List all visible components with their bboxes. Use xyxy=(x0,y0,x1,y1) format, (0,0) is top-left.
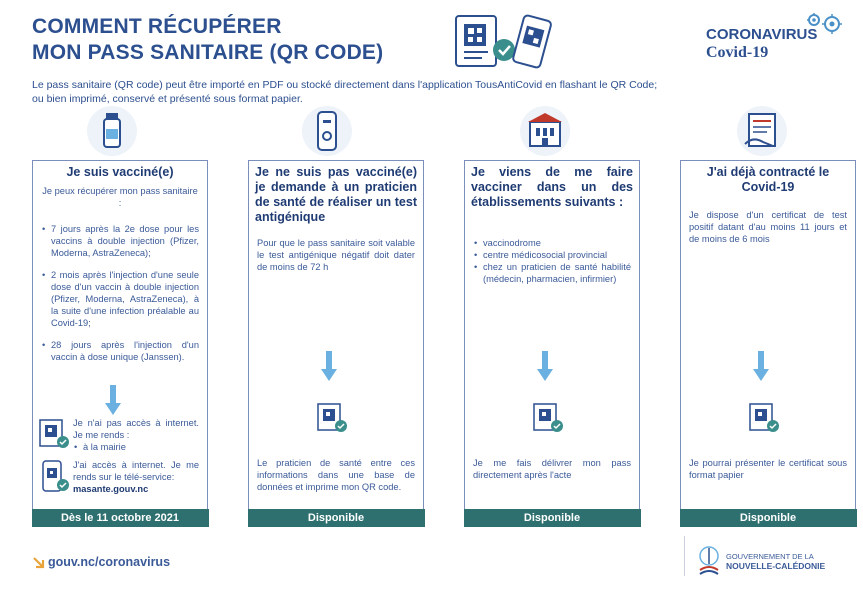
arrow-down-icon xyxy=(537,351,553,383)
list-item: • 2 mois après l'injection d'une seule dose d'un vaccin à double injection (Pfizer, Moderna, AstraZeneca), à la suite d'une infection préalable au Covid-19; xyxy=(51,269,199,329)
arrow-down-icon xyxy=(105,385,121,417)
qr-document-phone-icon xyxy=(452,12,562,72)
availability-badge: Dès le 11 octobre 2021 xyxy=(32,509,209,527)
government-logo xyxy=(688,540,838,580)
list-item: • chez un praticien de santé habilité (médecin, pharmacien, infirmier) xyxy=(483,261,631,285)
card-not-vaccinated xyxy=(248,160,424,526)
qr-phone-icon xyxy=(37,459,71,493)
qr-document-icon xyxy=(37,417,71,451)
brand-line-1: CORONAVIRUS xyxy=(706,26,818,43)
gov-line-1: GOUVERNEMENT DE LA xyxy=(726,552,814,561)
card-result: Je me fais délivrer mon pass directement après l'acte xyxy=(473,458,631,480)
availability-badge: Disponible xyxy=(680,509,857,527)
gov-line-2: NOUVELLE-CALÉDONIE xyxy=(726,561,826,571)
card-heading: Je ne suis pas vacciné(e) je demande à un praticien de santé de réaliser un test antigénique xyxy=(255,165,417,224)
card-text: Je dispose d'un certificat de test positif datant d'au moins 11 jours et de moins de 6 mois xyxy=(689,210,847,244)
intro-line-2: ou bien imprimé, conservé et présenté sous format papier. xyxy=(32,93,303,105)
list-item: • 7 jours après la 2e dose pour les vaccins à double injection (Pfizer, Moderna, AstraZeneca); xyxy=(51,223,199,259)
page-title xyxy=(32,14,383,66)
coronavirus-brand xyxy=(706,12,846,62)
card-just-vaccinated xyxy=(464,160,640,526)
option1-text: Je n'ai pas accès à internet. Je me rends : xyxy=(73,418,199,440)
card-result: Le praticien de santé entre ces informations dans une base de données et imprime mon QR code. xyxy=(257,458,415,492)
option-no-internet xyxy=(73,417,199,453)
arrow-down-icon xyxy=(321,351,337,383)
availability-badge: Disponible xyxy=(248,509,425,527)
card-heading: J'ai déjà contracté le Covid-19 xyxy=(706,165,830,194)
vaccine-vial-icon xyxy=(85,104,139,158)
card-heading: Je viens de me faire vacciner dans un des établissements suivants : xyxy=(471,165,633,209)
card-had-covid xyxy=(680,160,856,526)
intro-line-1: Le pass sanitaire (QR code) peut être importé en PDF ou stocké directement dans l'application TousAntiCovid en flashant le QR Code; xyxy=(32,79,658,91)
arrow-down-icon xyxy=(753,351,769,383)
divider xyxy=(684,536,685,576)
masante-link[interactable]: masante.gouv.nc xyxy=(73,484,149,494)
qr-document-icon xyxy=(315,401,349,435)
government-emblem-icon xyxy=(694,544,724,576)
title-line-2: MON PASS SANITAIRE (QR CODE) xyxy=(32,41,384,64)
card-result: Je pourrai présenter le certificat sous format papier xyxy=(689,458,847,480)
list-item: • à la mairie xyxy=(83,441,199,453)
card-heading: Je suis vacciné(e) xyxy=(66,165,174,179)
card-intro: Je peux récupérer mon pass sanitaire : xyxy=(42,186,198,208)
list-item: • 28 jours après l'injection d'un vaccin à dose unique (Janssen). xyxy=(51,339,199,363)
qr-document-icon xyxy=(747,401,781,435)
virus-icon xyxy=(804,12,844,46)
card-bullets xyxy=(41,223,199,363)
health-building-icon xyxy=(518,104,572,158)
qr-document-icon xyxy=(531,401,565,435)
card-bullets xyxy=(473,237,631,285)
option2-text: J'ai accès à internet. Je me rends sur le télé-service: xyxy=(73,460,199,482)
intro-text xyxy=(32,78,832,106)
brand-line-2: Covid-19 xyxy=(706,44,769,61)
title-line-1: COMMENT RÉCUPÉRER xyxy=(32,15,282,38)
list-item: • centre médicosocial provincial xyxy=(483,249,631,261)
certificate-icon xyxy=(735,104,789,158)
availability-badge: Disponible xyxy=(464,509,641,527)
arrow-link-icon xyxy=(33,557,45,569)
card-vaccinated xyxy=(32,160,208,526)
list-item: • vaccinodrome xyxy=(483,237,631,249)
gouv-link[interactable]: gouv.nc/coronavirus xyxy=(48,555,171,569)
antigen-test-icon xyxy=(300,104,354,158)
card-text: Pour que le pass sanitaire soit valable le test antigénique négatif doit dater de moins de 72 h xyxy=(257,238,415,272)
option-internet xyxy=(73,459,199,495)
